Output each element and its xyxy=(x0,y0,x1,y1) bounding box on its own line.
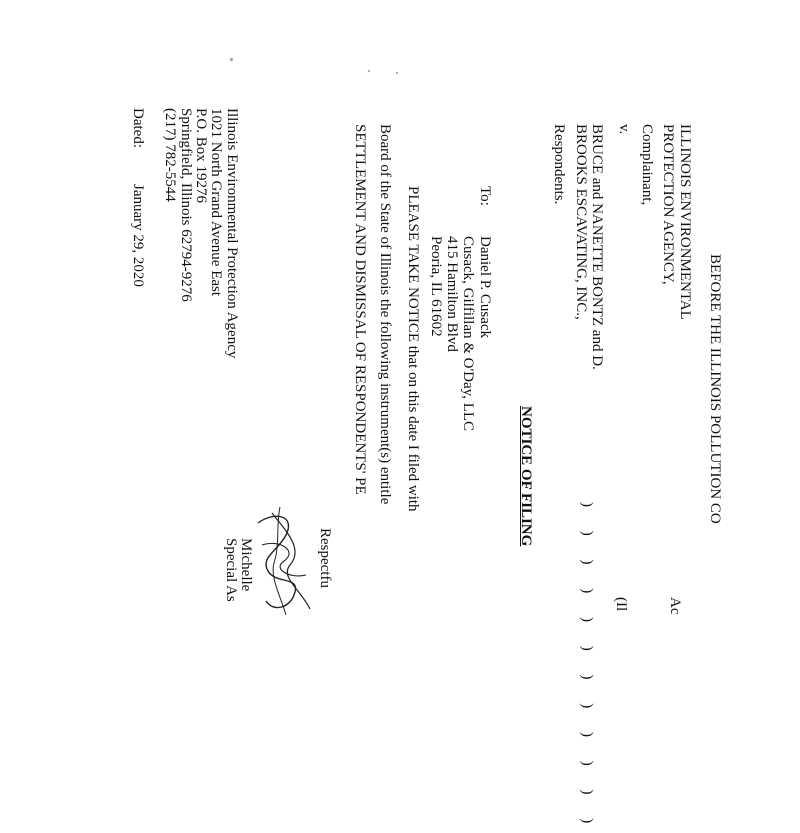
notice-body-line2: Board of the State of Illinois the following instrument(s) entitle xyxy=(377,124,393,505)
respondent-role: Respondents. xyxy=(551,124,567,205)
dated-value: January 29, 2020 xyxy=(130,184,146,287)
sender-line2: 1021 North Grand Avenue East xyxy=(208,108,224,297)
case-subtitle: (Il xyxy=(613,597,629,612)
recipient-to-label: To: xyxy=(477,186,493,206)
recipient-firm: Cusack, Gilfillan & O'Day, LLC xyxy=(460,236,476,432)
notice-title: NOTICE OF FILING xyxy=(518,406,534,547)
complainant-role: Complainant, xyxy=(639,124,655,206)
sender-line4: Springfield, Illinois 62794-9276 xyxy=(178,108,194,302)
recipient-street: 415 Hamilton Blvd xyxy=(444,236,460,352)
caption-parentheses: ) ) ) ) ) ) ) ) ) ) ) ) xyxy=(579,502,595,833)
scan-speck xyxy=(396,72,398,74)
recipient-city: Peoria, IL 61602 xyxy=(428,236,444,337)
sender-line3: P.O. Box 19276 xyxy=(193,108,209,204)
respondent-name-line1: BRUCE and NANETTE BONTZ and D. xyxy=(589,124,605,370)
signature-closing: Respectfu xyxy=(317,528,333,588)
sender-line1: Illinois Environmental Protection Agency xyxy=(224,108,240,359)
respondent-name-line2: BROOKS ESCAVATING, INC., xyxy=(573,124,589,320)
court-header: BEFORE THE ILLINOIS POLLUTION CO xyxy=(707,254,723,524)
notice-body-line1: PLEASE TAKE NOTICE that on this date I filed with xyxy=(405,186,421,512)
complainant-name-line2: PROTECTION AGENCY, xyxy=(660,124,676,285)
dated-label: Dated: xyxy=(130,108,146,148)
scan-speck xyxy=(230,58,233,61)
complainant-name-line1: ILLINOIS ENVIRONMENTAL xyxy=(677,124,693,320)
versus: v. xyxy=(616,124,632,135)
case-number-label: Ac xyxy=(667,597,683,615)
recipient-name: Daniel P. Cusack xyxy=(477,236,493,339)
sender-line5: (217) 782-5544 xyxy=(162,108,178,202)
signer-name: Michelle xyxy=(238,538,254,592)
notice-body-line3: SETTLEMENT AND DISMISSAL OF RESPONDENTS' PE xyxy=(352,124,368,495)
handwritten-signature xyxy=(250,505,320,618)
signer-title: Special As xyxy=(223,538,239,602)
scan-speck xyxy=(368,70,370,72)
